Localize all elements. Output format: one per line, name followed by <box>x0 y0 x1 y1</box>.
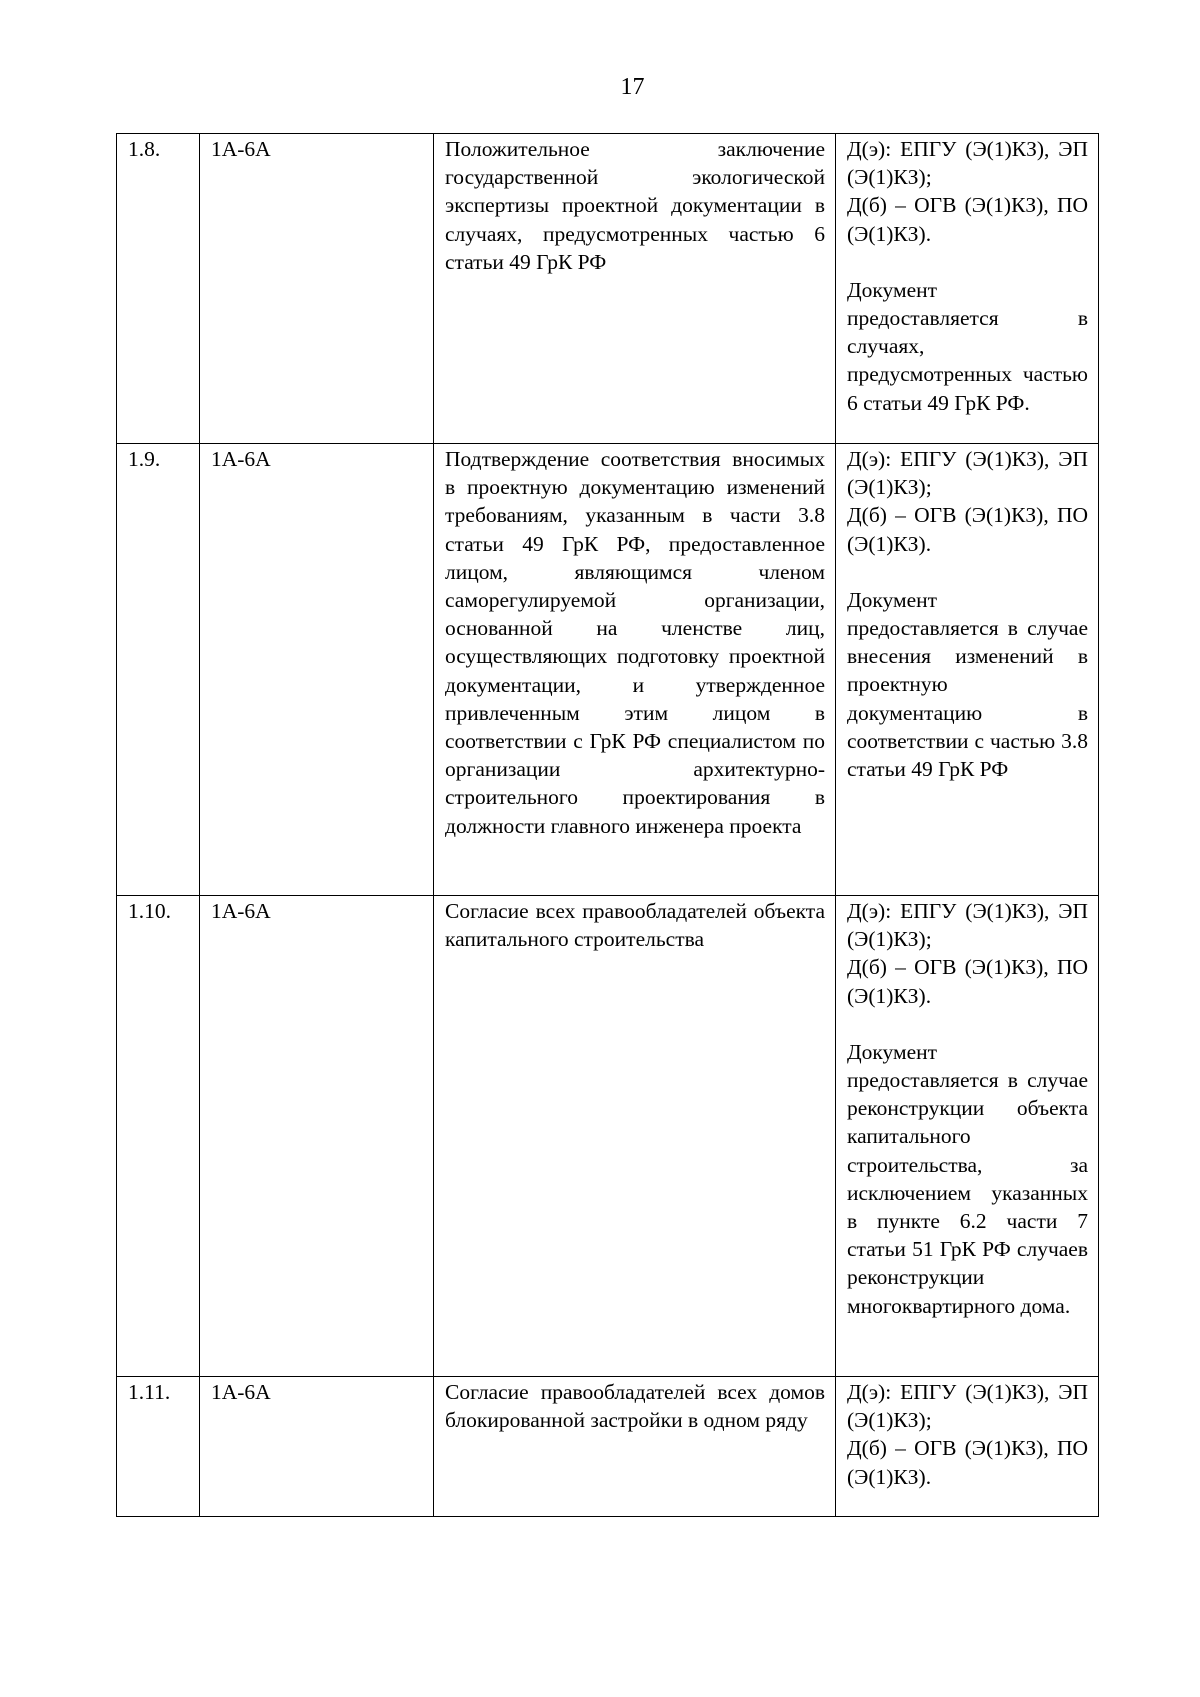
document-description: Согласие всех правообладателей объекта капитального строительства <box>434 896 836 1377</box>
submission-methods-cell <box>836 1377 1099 1517</box>
row-number: 1.10. <box>117 896 200 1377</box>
row-number: 1.11. <box>117 1377 200 1517</box>
submission-methods-cell <box>836 896 1099 1377</box>
paper-method: Д(б) – ОГВ (Э(1)КЗ), ПО (Э(1)КЗ). <box>847 955 1088 1008</box>
document-note: Документ предоставляется в случае внесения изменений в проектную документацию в соответствии с частью 3.8 статьи 49 ГрК РФ <box>847 587 1088 782</box>
document-code: 1А-6А <box>200 1377 434 1517</box>
document-description: Согласие правообладателей всех домов блокированной застройки в одном ряду <box>434 1377 836 1517</box>
electronic-method: Д(э): ЕПГУ (Э(1)КЗ), ЭП (Э(1)КЗ); <box>847 1380 1088 1433</box>
document-description: Положительное заключение государственной экологической экспертизы проектной документации в случаях, предусмотренных частью 6 статьи 49 ГрК РФ <box>434 134 836 444</box>
electronic-method: Д(э): ЕПГУ (Э(1)КЗ), ЭП (Э(1)КЗ); <box>847 137 1088 190</box>
table-row <box>117 134 1099 444</box>
paper-method: Д(б) – ОГВ (Э(1)КЗ), ПО (Э(1)КЗ). <box>847 503 1088 556</box>
document-code: 1А-6А <box>200 134 434 444</box>
submission-methods-cell <box>836 134 1099 444</box>
row-number: 1.9. <box>117 444 200 896</box>
row-number: 1.8. <box>117 134 200 444</box>
paper-method: Д(б) – ОГВ (Э(1)КЗ), ПО (Э(1)КЗ). <box>847 1436 1088 1489</box>
document-code: 1А-6А <box>200 896 434 1377</box>
document-note: Документ предоставляется в случае реконструкции объекта капитального строительства, за исключением указанных в пункте 6.2 части 7 статьи 51 ГрК РФ случаев реконструкции многоквартирного дома. <box>847 1039 1088 1318</box>
table-row <box>117 444 1099 896</box>
page-number: 17 <box>620 74 645 100</box>
paper-method: Д(б) – ОГВ (Э(1)КЗ), ПО (Э(1)КЗ). <box>847 193 1088 246</box>
document-code: 1А-6А <box>200 444 434 896</box>
submission-methods-cell <box>836 444 1099 896</box>
electronic-method: Д(э): ЕПГУ (Э(1)КЗ), ЭП (Э(1)КЗ); <box>847 447 1088 500</box>
document-note: Документ предоставляется в случаях, предусмотренных частью 6 статьи 49 ГрК РФ. <box>847 277 1088 415</box>
document-description: Подтверждение соответствия вносимых в проектную документацию изменений требованиям, указанным в части 3.8 статьи 49 ГрК РФ, предоставленное лицом, являющимся членом саморегулируемой организации, основанной на членстве лиц, осуществляющих подготовку проектной документации, и утвержденное привлеченным этим лицом в соответствии с ГрК РФ специалистом по организации архитектурно-строительного проектирования в должности главного инженера проекта <box>434 444 836 896</box>
table-row <box>117 896 1099 1377</box>
electronic-method: Д(э): ЕПГУ (Э(1)КЗ), ЭП (Э(1)КЗ); <box>847 899 1088 952</box>
documents-table <box>116 133 1099 1517</box>
table-row <box>117 1377 1099 1517</box>
